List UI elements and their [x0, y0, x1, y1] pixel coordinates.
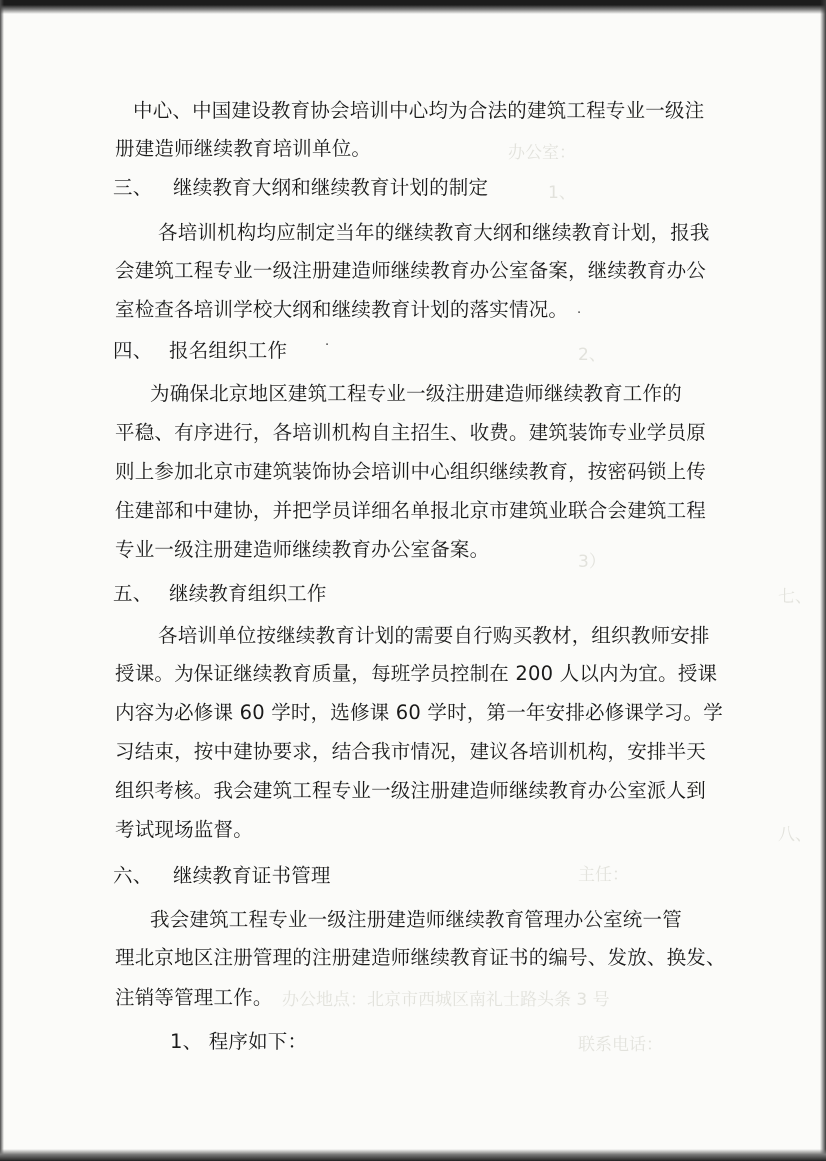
text-line: 各培训机构均应制定当年的继续教育大纲和继续教育计划，报我	[158, 221, 710, 244]
text-line: 习结束，按中建协要求，结合我市情况，建议各培训机构，安排半天	[115, 740, 707, 763]
section-heading-6	[113, 864, 331, 888]
section-heading-3	[113, 176, 488, 200]
text-line: 理北京地区注册管理的注册建造师继续教育证书的编号、发放、换发、	[115, 946, 726, 969]
section-title: 继续教育证书管理	[173, 864, 331, 887]
text-line: 平稳、有序进行，各培训机构自主招生、收费。建筑装饰专业学员原	[115, 421, 707, 444]
text-line: 内容为必修课 60 学时，选修课 60 学时，第一年安排必修课学习。学	[115, 701, 723, 724]
section-number: 六、	[113, 864, 153, 887]
text-line: 为确保北京地区建筑工程专业一级注册建造师继续教育工作的	[150, 382, 682, 405]
bleed-text: 联系电话：	[578, 1035, 663, 1055]
bleed-text: 办公地点：北京市西城区南礼士路头条 3 号	[282, 990, 610, 1010]
bleed-text: 办公室：	[508, 143, 576, 163]
scan-edge-left	[0, 0, 4, 1161]
section-title: 报名组织工作	[169, 339, 288, 362]
section-number: 四、	[113, 339, 153, 362]
text-line: 我会建筑工程专业一级注册建造师继续教育管理办公室统一管	[150, 908, 682, 931]
text-line: 会建筑工程专业一级注册建造师继续教育办公室备案，继续教育办公	[115, 259, 707, 282]
text-line: 册建造师继续教育培训单位。	[115, 137, 372, 160]
text-line: 住建部和中建协，并把学员详细名单报北京市建筑业联合会建筑工程	[115, 499, 707, 522]
bleed-text: 1、	[548, 183, 576, 203]
text-line: 组织考核。我会建筑工程专业一级注册建造师继续教育办公室派人到	[115, 779, 707, 802]
text-line: 授课。为保证继续教育质量，每班学员控制在 200 人以内为宜。授课	[115, 662, 718, 685]
section-title: 继续教育大纲和继续教育计划的制定	[173, 176, 489, 199]
section-number: 五、	[113, 582, 153, 605]
text-line: 专业一级注册建造师继续教育办公室备案。	[115, 538, 490, 561]
text-line: 则上参加北京市建筑装饰协会培训中心组织继续教育，按密码锁上传	[115, 460, 707, 483]
text-line: 考试现场监督。	[115, 818, 253, 841]
scan-edge-right	[820, 0, 826, 1161]
section-heading-4	[113, 339, 287, 363]
scan-edge-top	[0, 0, 826, 14]
scan-mark: ·	[577, 306, 582, 321]
text-line: 各培训单位按继续教育计划的需要自行购买教材，组织教师安排	[158, 624, 710, 647]
text-line: 室检查各培训学校大纲和继续教育计划的落实情况。	[115, 298, 569, 321]
bleed-text: 七、	[778, 587, 812, 607]
scan-mark: ·	[325, 338, 330, 353]
section-number: 三、	[113, 176, 153, 199]
bleed-text: 八、	[778, 825, 812, 845]
text-line: 注销等管理工作。	[115, 986, 273, 1009]
bleed-text: 3）	[578, 552, 606, 572]
numbered-item: 1、 程序如下：	[170, 1030, 308, 1053]
text-line: 中心、中国建设教育协会培训中心均为合法的建筑工程专业一级注	[133, 99, 705, 122]
section-title: 继续教育组织工作	[169, 582, 327, 605]
bleed-text: 主任：	[578, 865, 629, 885]
section-heading-5	[113, 582, 327, 606]
bleed-text: 2、	[578, 345, 606, 365]
scan-edge-bottom	[0, 1149, 826, 1161]
